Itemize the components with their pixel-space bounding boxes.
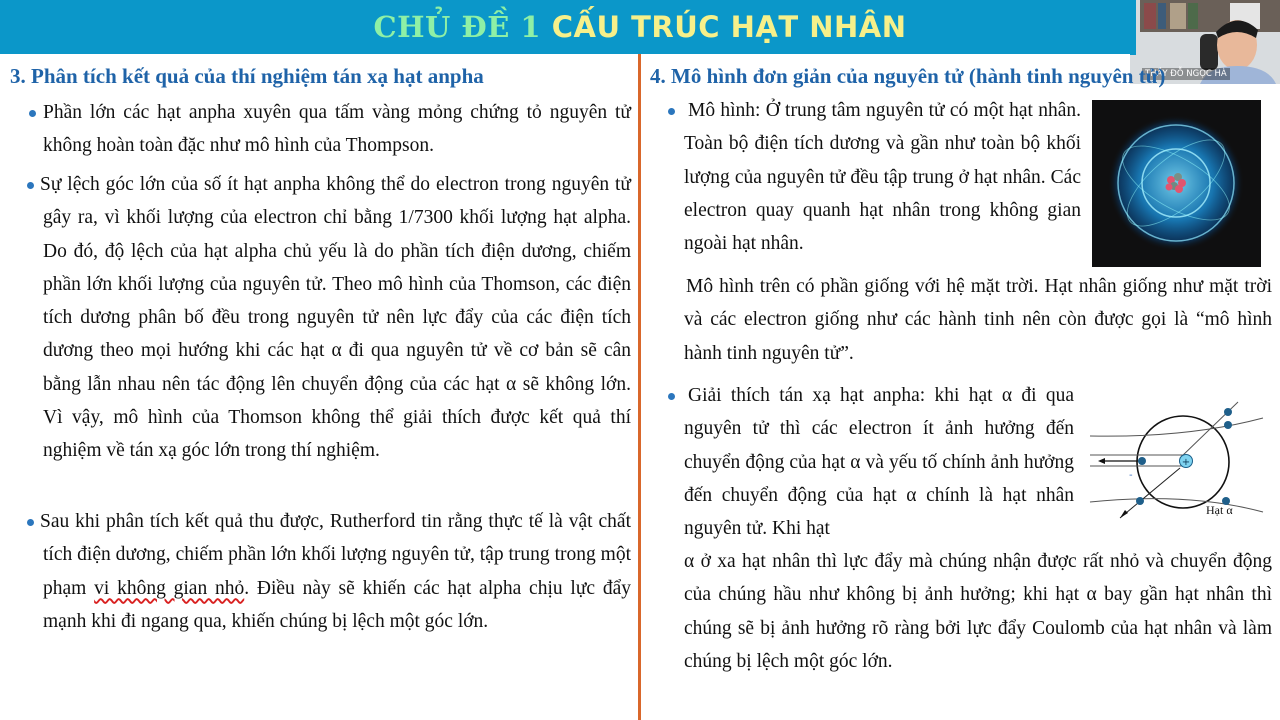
section-4-title: 4. Mô hình đơn giản của nguyên tử (hành tinh nguyên tử) — [650, 64, 1166, 88]
bullet-icon — [27, 182, 34, 189]
underlined-phrase: vi không gian nhỏ — [94, 577, 245, 599]
column-divider — [638, 54, 641, 720]
alpha-scattering-diagram — [1088, 392, 1273, 527]
left-bullet-3 — [40, 505, 632, 638]
model-note: Mô hình trên có phần giống với hệ mặt trời. Hạt nhân giống như mặt trời và các electron giống như các hành tinh nên còn được gọi là “mô hình hành tinh nguyên tử”. — [684, 276, 1272, 364]
left-bullet-3-text-b: . Điều này sẽ khiến các hạt alpha chịu lực đẩy mạnh khi đi ngang qua, khiến chúng bị lệch một góc lớn. — [43, 577, 632, 632]
bullet-icon — [27, 519, 34, 526]
bullet-icon — [668, 393, 675, 400]
presenter-name: THẦY ĐỖ NGỌC HÀ — [1142, 68, 1230, 80]
bullet-icon — [29, 110, 36, 117]
bullet-icon — [668, 108, 675, 115]
left-bullet-2: Sự lệch góc lớn của số ít hạt anpha không thể do electron trong nguyên tử gây ra, vì khối lượng của electron chỉ bằng 1/7300 khối lượng hạt alpha. Do đó, độ lệch của hạt alpha chủ yếu là do phần tích điện dương, chiếm phần lớn khối lượng của nguyên tử. Theo mô hình của Thomson, các điện tích dương phân bố đều trong nguyên tử nên lực đẩy của các điện tích dương theo mọi hướng khi các hạt α đi qua nguyên tử về cơ bản sẽ cân bằng lẫn nhau nên tác động lên chuyển động của các hạt α sẽ không lớn. Vì vậy, mô hình của Thomson không thể giải thích được kết quả thí nghiệm về tán xạ góc lớn trong thí nghiệm. — [40, 174, 631, 462]
scattering-explanation-continued: α ở xa hạt nhân thì lực đẩy mà chúng nhận được rất nhỏ và chuyển động của chúng hầu như không bị ảnh hưởng; khi hạt α bay gần hạt nhân thì chúng sẽ bị ảnh hưởng rõ ràng bởi lực đẩy Coulomb của hạt nhân và làm chúng bị lệch một góc lớn. — [684, 551, 1272, 672]
svg-text:-: - — [1129, 470, 1133, 481]
section-3-title: 3. Phân tích kết quả của thí nghiệm tán xạ hạt anpha — [10, 64, 484, 88]
atom-icon — [1092, 100, 1261, 267]
svg-text:+: + — [1181, 457, 1191, 468]
model-description: Mô hình: Ở trung tâm nguyên tử có một hạt nhân. Toàn bộ điện tích dương và gần như toàn bộ khối lượng của nguyên tử đều tập trung ở hạt nhân. Các electron quay quanh hạt nhân trong không gian ngoài hạt nhân. — [684, 100, 1081, 255]
atom-model-image — [1092, 100, 1261, 267]
scattering-explanation: Giải thích tán xạ hạt anpha: khi hạt α đi qua nguyên tử thì các electron ít ảnh hưởng đến chuyển động của hạt α và yếu tố chính ảnh hưởng đến chuyển động của hạt α chính là hạt nhân nguyên tử. Khi hạt — [684, 385, 1074, 540]
topic-label: CHỦ ĐỀ 1 — [373, 10, 542, 44]
slide-title — [0, 10, 1280, 44]
left-bullet-3-text-a: Sau khi phân tích kết quả thu được, Rutherford tin rằng thực tế là vật chất tích điện dương, chiếm phần lớn khối lượng nguyên tử, tập trung trong một phạm — [40, 511, 631, 599]
topic-title: CẤU TRÚC HẠT NHÂN — [551, 10, 907, 44]
left-bullet-1: Phần lớn các hạt anpha xuyên qua tấm vàng mỏng chứng tỏ nguyên tử không hoàn toàn đặc như mô hình của Thompson. — [43, 102, 631, 157]
svg-text:Hạt α: Hạt α — [1206, 503, 1233, 517]
scattering-diagram-icon — [1088, 392, 1273, 527]
slide-header — [0, 0, 1280, 54]
